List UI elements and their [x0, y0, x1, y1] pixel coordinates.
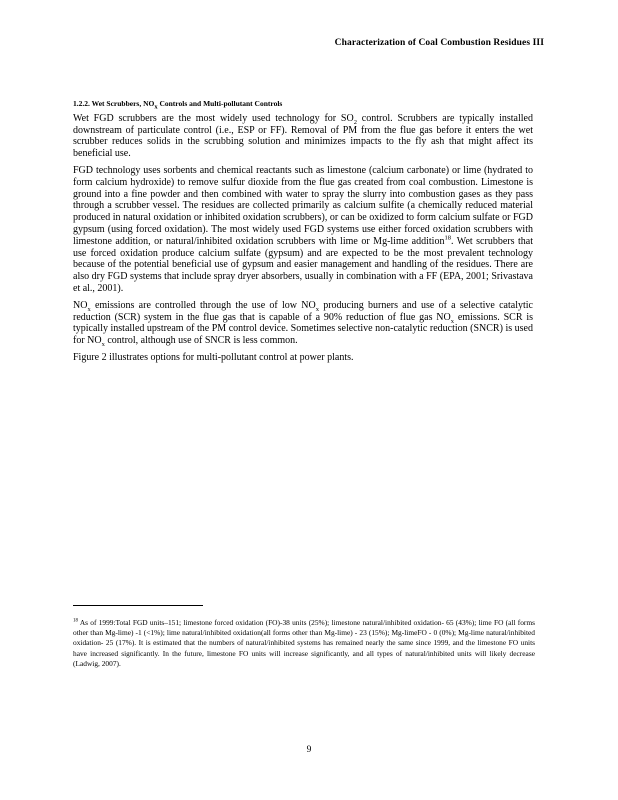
page-number: 9 [306, 745, 312, 755]
paragraph-figure-reference: Figure 2 illustrates options for multi-pollutant control at power plants. [73, 351, 354, 363]
paragraph-nox-controls: $NO_x$ emissions are controlled through the use of low $NO_x$ producing burners and use of a selective catalytic reduction (SCR) system in the flue gas that is capable of a 90% reduction of flue gas $NO_x$ emissions. SCR is typically installed upstream of the PM control device. Sometimes selective non-catalytic reduction (SNCR) is used for $NO_x$ control, although use of SNCR is less common. [73, 299, 533, 349]
footnote-text: As of 1999:Total FGD units–151; limestone forced oxidation (FO)-38 units (25%); limestone natural/inhibited oxidation- 65 (43%); lime FO (all forms other than Mg-lime) -1 (<1%); lime natural/inhibited oxidation(all forms other than Mg-lime) - 23 (15%); Mg-limeFO - 0 (0%); Mg-lime natural/inhibited oxidation- 25 (17%). It is estimated that the numbers of natural/inhibited systems has remained nearly the same since 1999, and the limestone FO units have increased significantly. In the future, limestone FO units will increase significantly, and all types of natural/inhibited units will likely decrease (Ladwig, 2007). [73, 618, 535, 668]
main-text [73, 98, 533, 369]
footnote [73, 618, 535, 669]
running-header: Characterization of Coal Combustion Residues III [334, 38, 544, 48]
footnote-reference: 18 [444, 234, 451, 242]
section-heading: 1.2.2. Wet Scrubbers, $NO_x$ Controls and Multi-pollutant Controls [73, 99, 283, 111]
paragraph-fgd-technology: FGD technology uses sorbents and chemical reactants such as limestone (calcium carbonate) or lime (hydrated to form calcium hydroxide) to remove sulfur dioxide from the flue gas created from coal combustion. Limestone is ground into a fine powder and then combined with water to spray the slurry into combustion gases as they pass through a scrubber vessel. The residues are collected primarily as calcium sulfite (a chemically reduced material produced in natural oxidation or inhibited oxidation scrubbers), or can be oxidized to form calcium sulfate or FGD gypsum (using forced oxidation). The most widely used FGD systems use either forced oxidation scrubbers with limestone addition, or natural/inhibited oxidation scrubbers with lime or Mg-lime addition$^{18}$. Wet scrubbers that use forced oxidation produce calcium sulfate (gypsum) and are expected to be the most prevalent technology because of the potential beneficial use of gypsum and easier management and handling of the residues. There are also dry FGD systems that include spray dryer absorbers, usually in combination with a FF (EPA, 2001; Srivastava et al., 2001). [73, 164, 533, 294]
paragraph-wet-fgd: Wet FGD scrubbers are the most widely used technology for $SO_2$ control. Scrubbers are typically installed downstream of particulate control (i.e., ESP or FF). Removal of PM from the flue gas before it enters the wet scrubber reduces solids in the scrubbing solution and minimizes impacts to the fly ash that might affect its beneficial use. [73, 112, 533, 160]
footnote-divider [73, 605, 203, 606]
footnote-marker: 18 [73, 618, 78, 624]
